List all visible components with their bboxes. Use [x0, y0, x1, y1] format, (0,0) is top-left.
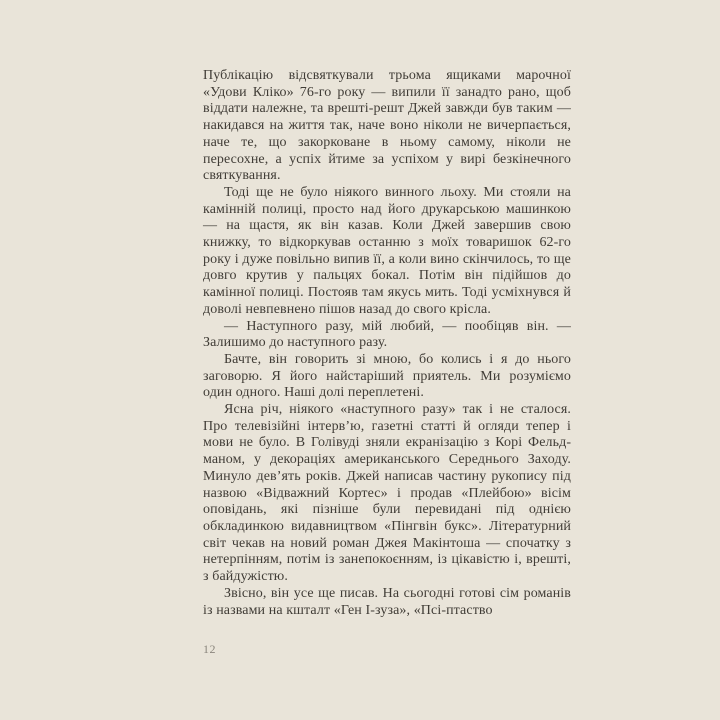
- paragraph: Бачте, він говорить зі мною, бо колись і я до нього заговорю. Я його найстаріший приятель. Ми розуміємо один одного. Наші долі переплетені.: [203, 351, 571, 401]
- page-text: [203, 68, 571, 619]
- paragraph: Тоді ще не було ніякого винного льоху. Ми стояли на камінній полиці, просто над його друкарською машинкою — на щастя, як він казав. Коли Джей завершив свою книжку, то відкоркував останню з моїх товаришок 62-го року і дуже повільно випив її, а коли вино скінчилось, то ще довго крутив у пальцях бокал. Потім він підійшов до камінної полиці. Постояв там якусь мить. Тоді усміхнувся й доволі невпевнено пішов назад до свого крісла.: [203, 184, 571, 317]
- paragraph: Звісно, він усе ще писав. На сьогодні готові сім романів із назвами на кшталт «Ген І-зуза», «Псі-птаство: [203, 585, 571, 618]
- paragraph: Ясна річ, ніякого «наступного разу» так і не сталося. Про телевізійні інтерв’ю, газетні статті й огляди тепер і мови не було. В Голівуді зняли екранізацію з Корі Фельдманом, у декораціях американського Середнього Заходу. Минуло дев’ять років. Джей написав частину рукопису під назвою «Відважний Кортес» і продав «Плейбою» вісім оповідань, які пізніше були перевидані під однією обкладинкою видавництвом «Пінгвін букс». Літературний світ чекав на новий роман Джея Макінтоша — спочатку з нетерпінням, потім із занепокоєнням, із цікавістю і, врешті, з байдужістю.: [203, 402, 571, 585]
- paragraph: Публікацію відсвяткували трьома ящиками марочної «Удови Кліко» 76-го року — випили її занадто рано, щоб віддати належне, та врешті-решт Джей завжди був таким — накидався на життя так, наче воно ніколи не вичерпається, наче те, що закорковане в ньому самому, ніколи не пересохне, а успіх йтиме за успіхом у вирі безкінечного святкування.: [203, 68, 571, 184]
- page-number: 12: [203, 642, 216, 656]
- paragraph: — Наступного разу, мій любий, — пообіцяв він. — Залишимо до наступного разу.: [203, 318, 571, 351]
